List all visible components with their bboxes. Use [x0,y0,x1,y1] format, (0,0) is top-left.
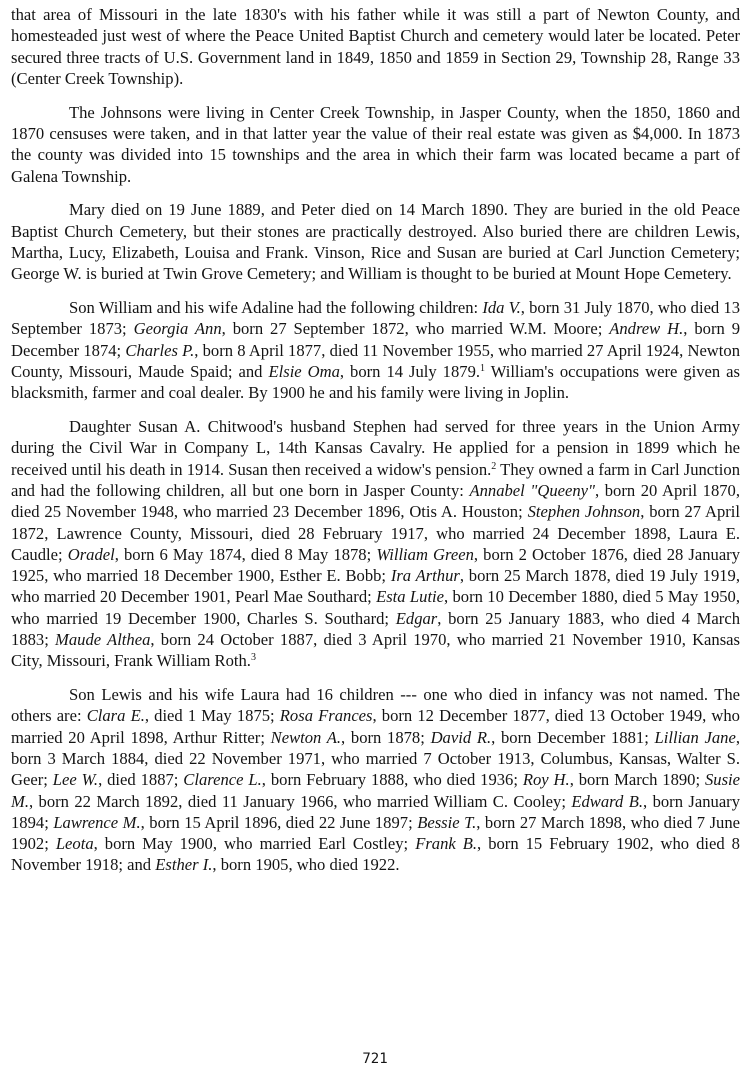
text-run: , born 6 May 1874, died 8 May 1878; [114,544,377,564]
person-name: Susie M. [11,770,741,811]
paragraph-4 [11,297,740,403]
person-name: Lawrence M. [53,812,141,832]
text-run: , born February 1888, who died 1936; [261,770,523,790]
paragraph-3 [11,199,740,284]
person-name: Lillian Jane [654,727,736,747]
person-name: Clara E. [86,706,145,726]
text-run: Son William and his wife Adaline had the following children: [69,298,483,318]
person-name: Clarence L. [183,770,262,790]
page-body [11,4,740,888]
person-name: Edward B. [571,791,644,811]
person-name: William Green [376,544,474,564]
text-run: Daughter Susan A. Chitwood's husband Stephen had served for three years in the Union Army during the Civil War in Company L, 14th Kansas Cavalry. He applied for a pension in 1899 which he received until his death in 1914. Susan then received a widow's pension. [11,417,740,479]
person-name: Leota [55,834,94,854]
text-run: Mary died on 19 June 1889, and Peter died on 14 March 1890. They are buried in the old Peace Baptist Church Cemetery, but their stones are practically destroyed. Also buried there are children Lewis, Martha, Lucy, Elizabeth, Louisa and Frank. Vinson, Rice and Susan are buried at Carl Junction Cemetery; George W. is buried at Twin Grove Cemetery; and William is thought to be buried at Mount Hope Cemetery. [11,200,740,284]
person-name: Newton A. [270,727,342,747]
text-run: , died 1 May 1875; [144,706,280,726]
text-run: , born 2 October 1876, died 28 January 1925, who married 18 December 1900, Esther E. Bobb; [11,544,741,586]
text-run: William's occupations were given as blacksmith, farmer and coal dealer. By 1900 he and his family were living in Joplin. [11,361,741,403]
person-name: Roy H. [522,770,570,790]
person-name: Ida V. [482,298,521,318]
person-name: David R. [430,727,492,747]
text-run: , born 22 March 1892, died 11 January 1966, who married William C. Cooley; [28,791,572,811]
paragraph-6 [11,684,740,876]
person-name: Annabel "Queeny" [469,480,595,500]
text-run: , born May 1900, who married Earl Costley; [93,834,416,854]
text-run: Son Lewis and his wife Laura had 16 children --- one who died in infancy was not named. The others are: [11,685,740,726]
person-name: Andrew H. [609,319,684,339]
person-name: Lee W. [52,770,99,790]
text-run: that area of Missouri in the late 1830's with his father while it was still a part of Newton County, and homesteaded just west of where the Peace United Baptist Church and cemetery would later be located. Peter secured three tracts of U.S. Government land in 1849, 1850 and 1859 in Section 29, Township 28, Range 33 (Center Creek Township). [11,5,740,88]
text-run: , born December 1881; [491,727,655,747]
paragraph-2 [11,102,740,187]
text-run: , born 8 April 1877, died 11 November 1955, who married 27 April 1924, Newton County, Missouri, Maude Spaid; and [11,340,740,381]
text-run: , born 20 April 1870, died 25 November 1948, who married 23 December 1896, Otis A. Houston; [11,480,740,522]
person-name: Esther I. [155,855,213,875]
footnote-ref: 3 [250,652,256,664]
paragraph-5 [11,416,740,672]
person-name: Edgar [395,608,438,628]
text-run: , born 27 March 1898, who died 7 June 1902; [11,812,740,854]
text-run: , born 10 December 1880, died 5 May 1950, who married 19 December 1900, Charles S. Southard; [11,587,740,628]
person-name: Stephen Johnson [527,502,641,522]
text-run: , born 1878; [341,727,431,747]
text-run: , born March 1890; [569,770,705,790]
person-name: Georgia Ann [133,319,222,339]
text-run: , born 15 February 1902, who died 8 November 1918; and [11,834,740,875]
paragraph-1 [11,4,740,89]
text-run: The Johnsons were living in Center Creek Township, in Jasper County, when the 1850, 1860 and 1870 censuses were taken, and in that latter year the value of their real estate was given as $4,000. In 1873 the county was divided into 15 townships and the area in which their farm was located became a part of Galena Township. [11,102,740,186]
text-run: , born 27 September 1872, who married W.M. Moore; [221,319,610,339]
text-run: , born 9 December 1874; [11,319,740,360]
text-run: , born 27 April 1872, Lawrence County, Missouri, died 28 February 1917, who married 24 December 1898, Laura E. Caudle; [11,502,741,564]
text-run: , born 12 December 1877, died 13 October 1949, who married 20 April 1898, Arthur Ritter; [11,706,740,747]
person-name: Maude Althea [55,630,151,650]
person-name: Ira Arthur [390,566,460,586]
text-run: , born 25 March 1878, died 19 July 1919, who married 20 December 1901, Pearl Mae Southard; [11,566,740,607]
text-run: , born January 1894; [11,791,741,832]
page-number: 721 [362,1051,388,1067]
text-run: , born 15 April 1896, died 22 June 1897; [140,812,418,832]
footnote-ref: 2 [491,460,497,472]
person-name: Charles P. [125,340,195,360]
person-name: Frank B. [415,834,478,854]
person-name: Rosa Frances [279,706,373,726]
text-run: , born 25 January 1883, who died 4 March 1883; [11,608,740,650]
person-name: Oradel [67,544,115,564]
footnote-ref: 1 [480,362,486,374]
person-name: Bessie T. [417,812,477,832]
person-name: Esta Lutie [376,587,445,607]
text-run: , born 3 March 1884, died 22 November 1971, who married 7 October 1913, Columbus, Kansas, Walter S. Geer; [11,727,740,790]
person-name: Elsie Oma [268,361,340,381]
text-run: , died 1887; [98,770,184,790]
text-run: , born 14 July 1879. [339,361,481,381]
text-run: , born 31 July 1870, who died 13 September 1873; [11,298,741,339]
text-run: , born 24 October 1887, died 3 April 1970, who married 21 November 1910, Kansas City, Missouri, Frank William Roth. [11,630,741,671]
text-run: , born 1905, who died 1922. [212,855,400,875]
text-run: They owned a farm in Carl Junction and had the following children, all but one born in Jasper County: [11,459,740,500]
